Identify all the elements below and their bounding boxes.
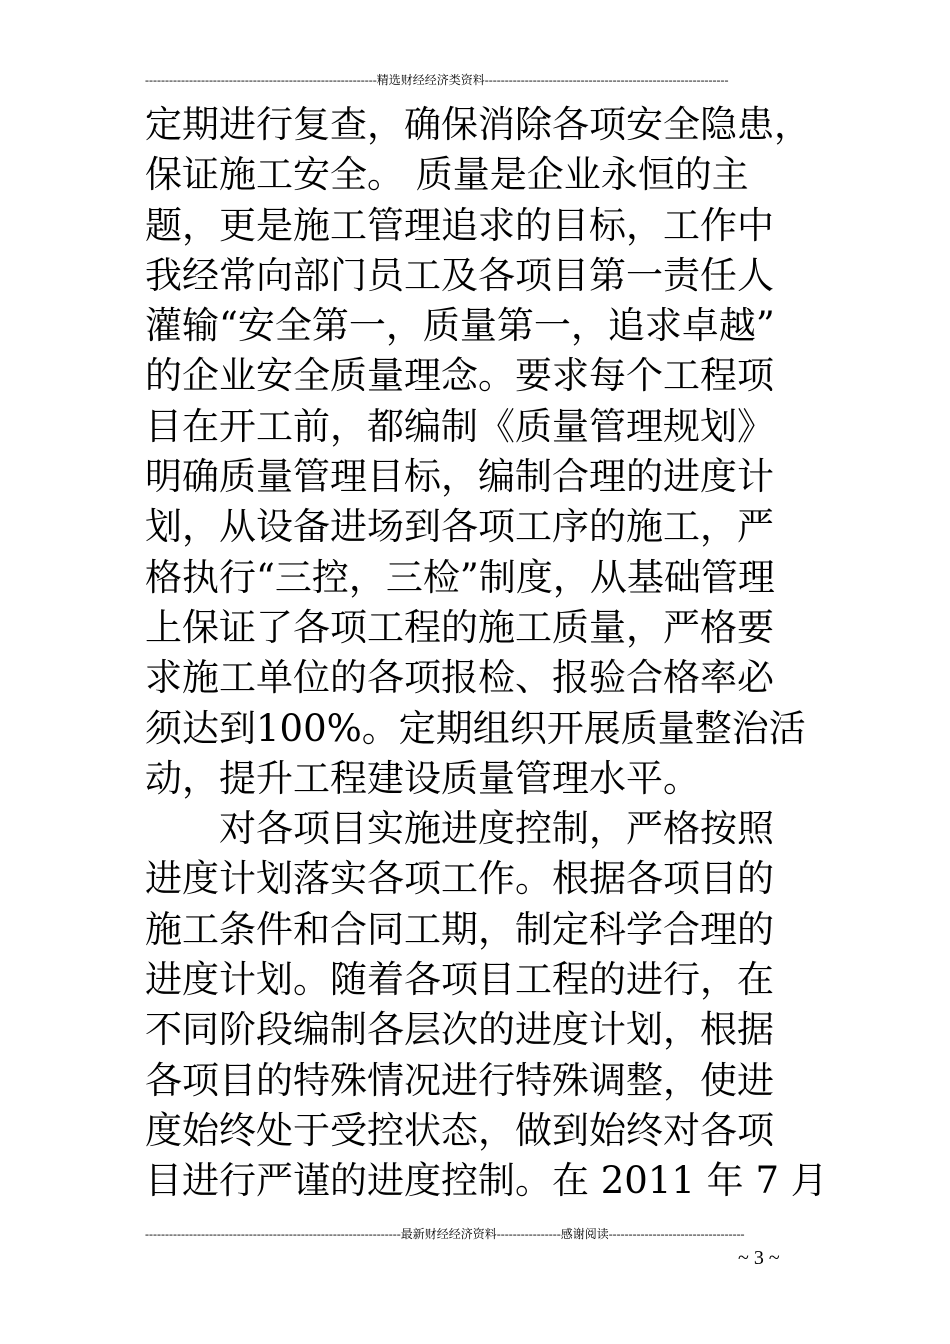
- text-line: 施工条件和合同工期，制定科学合理的: [145, 907, 774, 951]
- text-line: 我经常向部门员工及各项目第一责任人: [145, 253, 774, 297]
- text-line: 进度计划落实各项工作。根据各项目的: [145, 857, 774, 901]
- text-line: 的企业安全质量理念。要求每个工程项: [145, 354, 774, 398]
- text-line: 各项目的特殊情况进行特殊调整，使进: [145, 1058, 774, 1102]
- text-line: 目在开工前，都编制《质量管理规划》: [145, 404, 774, 448]
- text-line: 求施工单位的各项报检、报验合格率必: [145, 656, 774, 700]
- text-line: 划，从设备进场到各项工序的施工，严: [145, 505, 774, 549]
- text-line: 格执行“三控，三检”制度，从基础管理: [145, 555, 775, 599]
- text-line: 目进行严谨的进度控制。在 2011 年 7 月: [145, 1159, 828, 1203]
- paragraph-first-line: 对各项目实施进度控制，严格按照: [219, 807, 774, 851]
- text-line: 上保证了各项工程的施工质量，严格要: [145, 605, 774, 649]
- document-body: [145, 100, 828, 1207]
- text-line: 灌输“安全第一，质量第一，追求卓越”: [145, 304, 775, 348]
- text-line: 不同阶段编制各层次的进度计划，根据: [145, 1008, 774, 1052]
- text-line: 定期进行复查，确保消除各项安全隐患，: [145, 103, 811, 146]
- text-line: 度始终处于受控状态，做到始终对各项: [145, 1108, 774, 1152]
- text-line: 保证施工安全。 质量是企业永恒的主: [145, 153, 749, 197]
- text-line: 须达到100%。定期组织开展质量整治活: [145, 706, 806, 750]
- page-number: ~ 3 ~: [738, 1247, 780, 1269]
- text-line: 动，提升工程建设质量管理水平。: [145, 756, 700, 800]
- text-line: 进度计划。随着各项目工程的进行，在: [145, 958, 774, 1002]
- page-header: ----------------------------------------------------------精选财经经济类资料-------------------------------------------------------------: [145, 73, 729, 87]
- text-line: 题，更是施工管理追求的目标，工作中: [145, 203, 774, 247]
- page-footer: ----------------------------------------------------------------最新财经经济资料----------------感谢阅读----------------------------------: [145, 1227, 745, 1241]
- text-line: 明确质量管理目标，编制合理的进度计: [145, 455, 774, 499]
